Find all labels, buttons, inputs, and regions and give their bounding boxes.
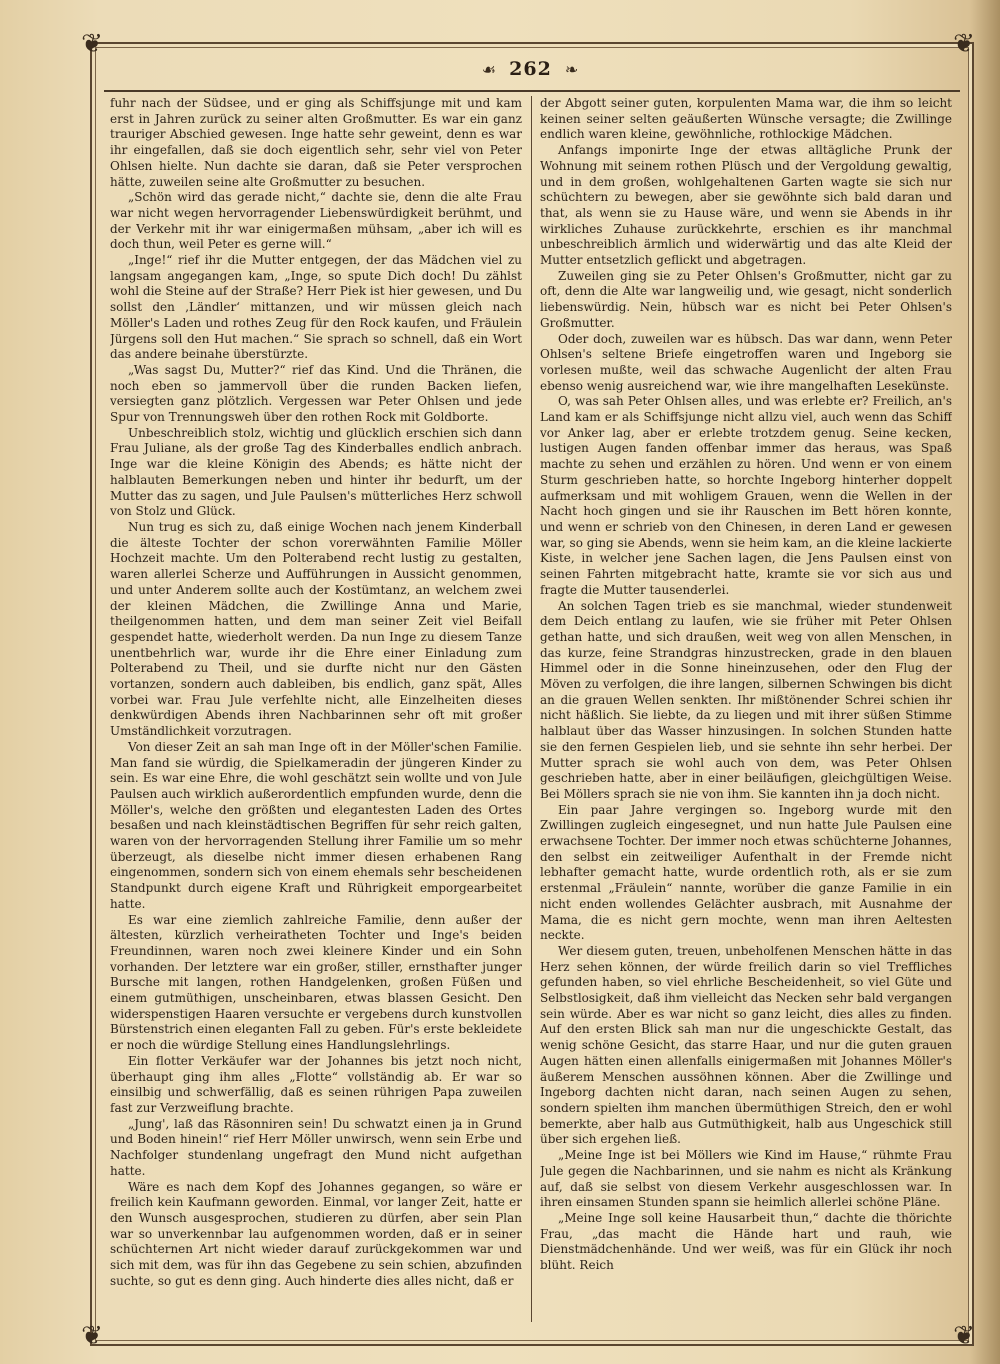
column-divider (531, 96, 532, 1322)
right-text-column (540, 96, 952, 1326)
paragraph: „Jung', laß das Räsonniren sein! Du schwatzt einen ja in Grund und Boden hinein!“ rief Herr Möller unwirsch, wenn sein Erbe und Nachfolger stundenlang ungefragt den Mund nicht aufgethan hatte. (110, 1116, 522, 1178)
paragraph: Von dieser Zeit an sah man Inge oft in der Möller'schen Familie. Man fand sie würdig, die Spielkameradin der jüngeren Kinder zu sein. Es war eine Ehre, die wohl geschätzt sein wollte und von Jule Paulsen auch wirklich außerordentlich empfunden wurde, denn die Möller's, welche den größten und elegantesten Laden des Ortes besaßen und nach kleinstädtischen Begriffen für sehr reich galten, waren von der hervorragenden Stellung ihrer Familie um so mehr überzeugt, als dieselbe nicht immer diesen erhabenen Rang eingenommen, sondern sich von einem ehemals sehr bescheidenen Standpunkt durch eigene Kraft und Rührigkeit emporgearbeitet hatte. (110, 739, 522, 911)
corner-ornament-bottom-left: ❦ (81, 1321, 103, 1351)
paragraph: fuhr nach der Südsee, und er ging als Schiffsjunge mit und kam erst in Jahren zurück zu seiner alten Großmutter. Es war ein ganz trauriger Abschied gewesen. Inge hatte sehr geweint, denn es war ihr eingefallen, daß sie doch eigentlich sehr, sehr viel von Peter Ohlsen hielte. Nun dachte sie daran, daß sie Peter versprochen hätte, zuweilen seine alte Großmutter zu besuchen. (110, 96, 522, 189)
paragraph: An solchen Tagen trieb es sie manchmal, wieder stundenweit dem Deich entlang zu laufen, wie sie früher mit Peter Ohlsen gethan hatte, und sich draußen, weit weg von allen Menschen, in das kurze, feine Strandgras hinzustrecken, grade in den blauen Himmel oder in die Sonne hineinzusehen, oder den Flug der Möven zu verfolgen, die ihre langen, silbernen Schwingen bis dicht an die grauen Wellen senkten. Ihr mißtönender Schrei schien ihr nicht häßlich. Sie liebte, da zu liegen und mit ihrer süßen Stimme halblaut über das Wasser hinzusingen. In solchen Stunden hatte sie den fernen Gespielen lieb, und sie sehnte ihn sehr herbei. Der Mutter sprach sie wohl auch von dem, was Peter Ohlsen geschrieben hatte, aber in einer beiläufigen, gleichgültigen Weise. Bei Möllers sprach sie nie von ihm. Sie kannten ihn ja doch nicht. (540, 598, 952, 801)
corner-ornament-bottom-right: ❦ (953, 1321, 975, 1351)
paragraph: Unbeschreiblich stolz, wichtig und glücklich erschien sich dann Frau Juliane, als der große Tag des Kinderballes endlich anbrach. Inge war die kleine Königin des Abends; es hätte nicht der halblauten Bemerkungen neben und hinter ihr bedurft, um der Mutter das zu sagen, und Jule Paulsen's mütterliches Herz schwoll von Stolz und Glück. (110, 425, 522, 519)
paragraph: „Was sagst Du, Mutter?“ rief das Kind. Und die Thränen, die noch eben so jammervoll über die runden Backen liefen, versiegten ganz plötzlich. Vergessen war Peter Ohlsen und jede Spur von Trennungsweh über den rothen Rock mit Goldborte. (110, 362, 522, 425)
page-header (90, 58, 970, 92)
paragraph: Oder doch, zuweilen war es hübsch. Das war dann, wenn Peter Ohlsen's seltene Briefe eingetroffen waren und Ingeborg sie vorlesen mußte, weil das schwache Augenlicht der alten Frau ebenso wenig ausreichend war, wie ihre mangelhaften Lesekünste. (540, 331, 952, 393)
paragraph: Ein flotter Verkäufer war der Johannes bis jetzt noch nicht, überhaupt ging ihm alles „Flotte“ vollständig ab. Er war so einsilbig und schwerfällig, daß es seinen rührigen Papa zuweilen fast zur Verzweiflung brachte. (110, 1053, 522, 1115)
header-rule (104, 90, 960, 92)
left-text-column (110, 96, 522, 1326)
paragraph: Zuweilen ging sie zu Peter Ohlsen's Großmutter, nicht gar zu oft, denn die Alte war langweilig und, wie gesagt, nicht sonderlich liebenswürdig. Nein, hübsch war es nicht bei Peter Ohlsen's Großmutter. (540, 268, 952, 330)
page-number: 262 (509, 58, 552, 80)
paragraph: „Inge!“ rief ihr die Mutter entgegen, der das Mädchen viel zu langsam angegangen kam, „Inge, so spute Dich doch! Du zählst wohl die Steine auf der Straße? Herr Piek ist hier gewesen, und Du sollst den ‚Ländler‘ mittanzen, und wir müssen gleich nach Möller's Laden und rothes Zeug für den Rock kaufen, und Fräulein Jürgens soll den Hut machen.“ Sie sprach so schnell, daß ein Wort das andere beinahe überstürzte. (110, 253, 522, 362)
paragraph: Wer diesem guten, treuen, unbeholfenen Menschen hätte in das Herz sehen können, der würde freilich darin so viel Treffliches gefunden haben, so viel ehrliche Bescheidenheit, so viel Güte und Selbstlosigkeit, daß ihm vielleicht das Necken sehr bald vergangen sein würde. Aber es war nicht so ganz leicht, dies alles zu finden. Auf den ersten Blick sah man nur die ungeschickte Gestalt, das wenig schöne Gesicht, das starre Haar, und nur die guten grauen Augen hätten einen allenfalls einigermaßen mit Johannes Möller's äußerem Menschen aussöhnen können. Aber die Zwillinge und Ingeborg dachten nicht daran, nach seinen Augen zu sehen, sondern spielten ihm manchen übermüthigen Streich, den er wohl bemerkte, aber halb aus Gutmüthigkeit, halb aus Ungeschick still über sich ergehen ließ. (540, 943, 952, 1147)
paragraph: Anfangs imponirte Inge der etwas alltägliche Prunk der Wohnung mit seinem rothen Plüsch und der Vergoldung gewaltig, und in dem großen, wohlgehaltenen Garten wagte sie sich nur schüchtern zu bewegen, aber sie gewöhnte sich bald daran und that, als wenn sie zu Hause wäre, und wenn sie Abends in ihr wirkliches Zuhause zurückkehrte, erschien es ihr manchmal unbeschreiblich ärmlich und widerwärtig und das alte Kleid der Mutter entsetzlich geflickt und abgetragen. (540, 143, 952, 268)
paragraph: „Meine Inge ist bei Möllers wie Kind im Hause,“ rühmte Frau Jule gegen die Nachbarinnen, und sie nahm es nicht als Kränkung auf, daß sie selbst von diesem Verkehr ausgeschlossen war. In ihren einsamen Stunden spann sie heimlich allerlei schöne Pläne. (540, 1148, 952, 1210)
paragraph: O, was sah Peter Ohlsen alles, und was erlebte er? Freilich, an's Land kam er als Schiffsjunge nicht allzu viel, auch wenn das Schiff vor Anker lag, aber er erlebte trotzdem genug. Seine kecken, lustigen Augen fanden offenbar immer das heraus, was Spaß machte zu sehen und erzählen zu hören. Und wenn er von einem Sturm geschrieben hatte, so horchte Ingeborg hinterher doppelt aufmerksam und mit wohligem Grauen, wenn die Wellen in der Nacht hoch gingen und sie ihr Rauschen im Bett hören konnte, und wenn er schrieb von den Chinesen, in deren Land er gewesen war, so ging sie Abends, wenn sie heim kam, an die kleine lackierte Kiste, in welcher jene Sachen lagen, die Jens Paulsen einst von seinen Fahrten mitgebracht hatte, kramte sie vor sich aus und fragte die Mutter tausenderlei. (540, 394, 952, 597)
header-ornament-left: ☙ (481, 60, 497, 79)
corner-ornament-top-right: ❦ (953, 29, 975, 59)
paragraph: der Abgott seiner guten, korpulenten Mama war, die ihm so leicht keinen seiner selten geäußerten Wünsche versagte; die Zwillinge endlich waren kleine, gewöhnliche, rothlockige Mädchen. (540, 96, 952, 142)
paragraph: Ein paar Jahre vergingen so. Ingeborg wurde mit den Zwillingen zugleich eingesegnet, und nun hatte Jule Paulsen eine erwachsene Tochter. Der immer noch etwas schüchterne Johannes, den selbst ein zeitweiliger Aufenthalt in der Fremde nicht lebhafter gemacht hatte, wurde ordentlich roth, als er sie zum erstenmal „Fräulein“ nannte, worüber die ganze Familie in ein nicht enden wollendes Gelächter ausbrach, mit Ausnahme der Mama, die es nicht gern mochte, wenn man ihren Aeltesten neckte. (540, 802, 952, 943)
paragraph: „Schön wird das gerade nicht,“ dachte sie, denn die alte Frau war nicht wegen hervorragender Liebenswürdigkeit berühmt, und der Verkehr mit ihr war einigermaßen mühsam, „aber ich will es doch thun, weil Peter es gerne will.“ (110, 190, 522, 252)
header-ornament-right: ❧ (564, 60, 579, 79)
paragraph: Wäre es nach dem Kopf des Johannes gegangen, so wäre er freilich kein Kaufmann geworden. Einmal, vor langer Zeit, hatte er den Wunsch ausgesprochen, studieren zu dürfen, aber sein Plan war so unverkennbar lau aufgenommen worden, daß er in seiner schüchternen Art nicht wieder darauf zurückgekommen war und sich mit dem, was für ihn das Gegebene zu sein schien, abzufinden suchte, so gut es denn ging. Auch hinderte dies alles nicht, daß er (110, 1179, 522, 1288)
paragraph: Es war eine ziemlich zahlreiche Familie, denn außer der ältesten, kürzlich verheiratheten Tochter und Inge's beiden Freundinnen, waren noch zwei kleinere Kinder und ein Sohn vorhanden. Der letztere war ein großer, stiller, ernsthafter junger Bursche mit langen, rothen Handgelenken, großen Füßen und einem gutmüthigen, unscheinbaren, etwas blassen Gesicht. Den widerspenstigen Haaren versuchte er vergebens durch kunstvollen Bürstenstrich einen eleganten Fall zu geben. Für's erste bekleidete er noch die würdige Stellung eines Handlungslehrlings. (110, 912, 522, 1053)
corner-ornament-top-left: ❦ (81, 29, 103, 59)
paragraph: Nun trug es sich zu, daß einige Wochen nach jenem Kinderball die älteste Tochter der schon vorerwähnten Familie Möller Hochzeit machte. Um den Polterabend recht lustig zu gestalten, waren allerlei Scherze und Aufführungen in Aussicht genommen, und unter Anderem sollte auch der Kostümtanz, an welchem zwei der kleinen Mädchen, die Zwillinge Anna und Marie, theilgenommen hatten, und dem man seiner Zeit viel Beifall gespendet hatte, wiederholt werden. Da nun Inge zu diesem Tanze unentbehrlich war, wurde ihr die Ehre einer Einladung zum Polterabend zu Theil, und sie durfte nicht nur den Gästen vortanzen, sondern auch dableiben, bis endlich, ganz spät, Alles vorbei war. Frau Jule verfehlte nicht, alle Einzelheiten dieses denkwürdigen Abends ihren Nachbarinnen sehr oft mit großer Umständlichkeit vorzutragen. (110, 519, 522, 739)
paragraph: „Meine Inge soll keine Hausarbeit thun,“ dachte die thörichte Frau, „das macht die Hände hart und rauh, wie Dienstmädchenhände. Und wer weiß, was für ein Glück ihr noch blüht. Reich (540, 1210, 952, 1273)
